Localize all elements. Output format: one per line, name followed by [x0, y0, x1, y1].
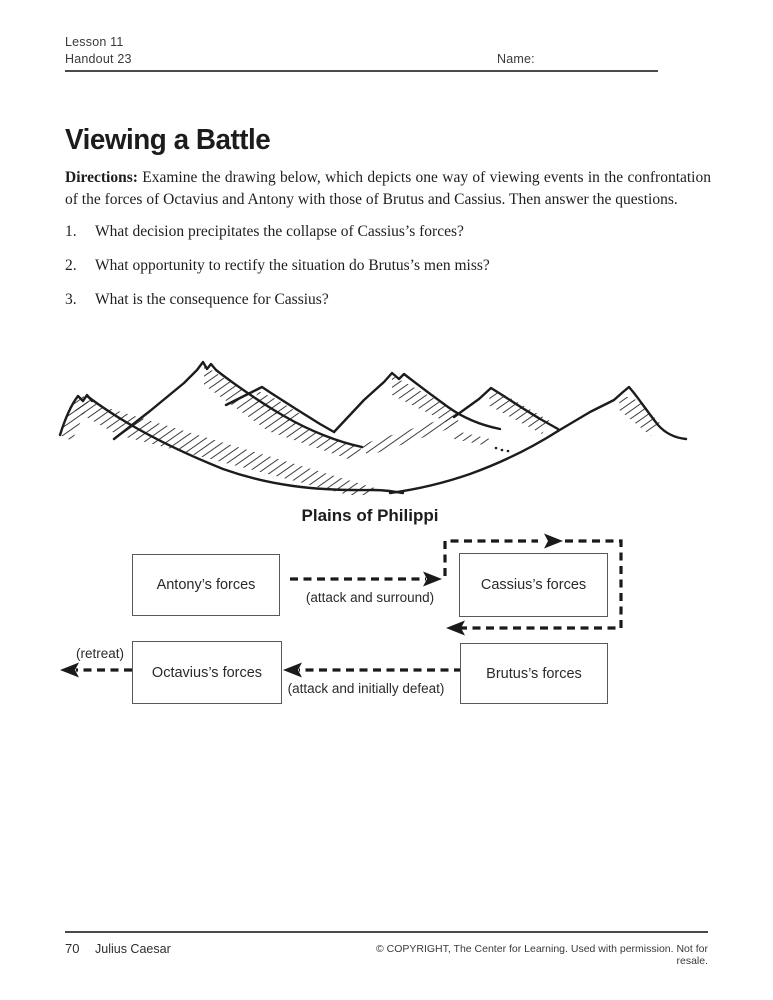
footer-page-number: 70 — [65, 941, 80, 956]
header-rule — [65, 70, 658, 72]
question-1-number: 1. — [65, 223, 77, 240]
brutus-forces-label: Brutus’s forces — [486, 665, 582, 682]
surround-loop-top-arrowhead — [544, 534, 563, 549]
page-title: Viewing a Battle — [65, 124, 271, 156]
mountain-range-illustration — [58, 343, 706, 495]
header-lesson: Lesson 11 — [65, 35, 124, 49]
directions-label: Directions: — [65, 169, 138, 186]
attack-defeat-label: (attack and initially defeat) — [287, 681, 445, 696]
cassius-forces-box — [459, 553, 608, 617]
octavius-forces-box — [132, 641, 282, 704]
directions-text: Examine the drawing below, which depicts one way of viewing events in the confrontation of the forces of Octavius and Antony with those of Brutus and Cassius. Then answer the questions. — [65, 169, 711, 208]
antony-forces-box — [132, 554, 280, 616]
directions-paragraph — [65, 167, 711, 211]
footer-copyright: © COPYRIGHT, The Center for Learning. Used with permission. Not for resale. — [375, 943, 708, 967]
attack-surround-label: (attack and surround) — [305, 590, 435, 605]
question-1-text: What decision precipitates the collapse of Cassius’s forces? — [95, 223, 464, 240]
diagram-caption: Plains of Philippi — [301, 506, 439, 525]
mountain-dots — [495, 447, 510, 453]
antony-forces-label: Antony’s forces — [156, 577, 256, 593]
retreat-label: (retreat) — [75, 646, 124, 661]
octavius-forces-label: Octavius’s forces — [151, 664, 263, 681]
mountain-hatching — [60, 365, 660, 495]
footer-rule — [65, 931, 708, 933]
question-2 — [65, 255, 710, 277]
question-3-number: 3. — [65, 291, 77, 308]
brutus-forces-box — [460, 643, 608, 704]
question-1 — [65, 221, 710, 243]
header-handout: Handout 23 — [65, 52, 132, 66]
battle-diagram — [40, 530, 740, 730]
footer-book-title: Julius Caesar — [95, 942, 171, 956]
header-name-label: Name: — [497, 52, 535, 66]
question-3 — [65, 289, 710, 311]
cassius-forces-label: Cassius’s forces — [480, 577, 587, 593]
question-2-text: What opportunity to rectify the situation do Brutus’s men miss? — [95, 257, 490, 274]
question-3-text: What is the consequence for Cassius? — [95, 291, 329, 308]
question-2-number: 2. — [65, 257, 77, 274]
